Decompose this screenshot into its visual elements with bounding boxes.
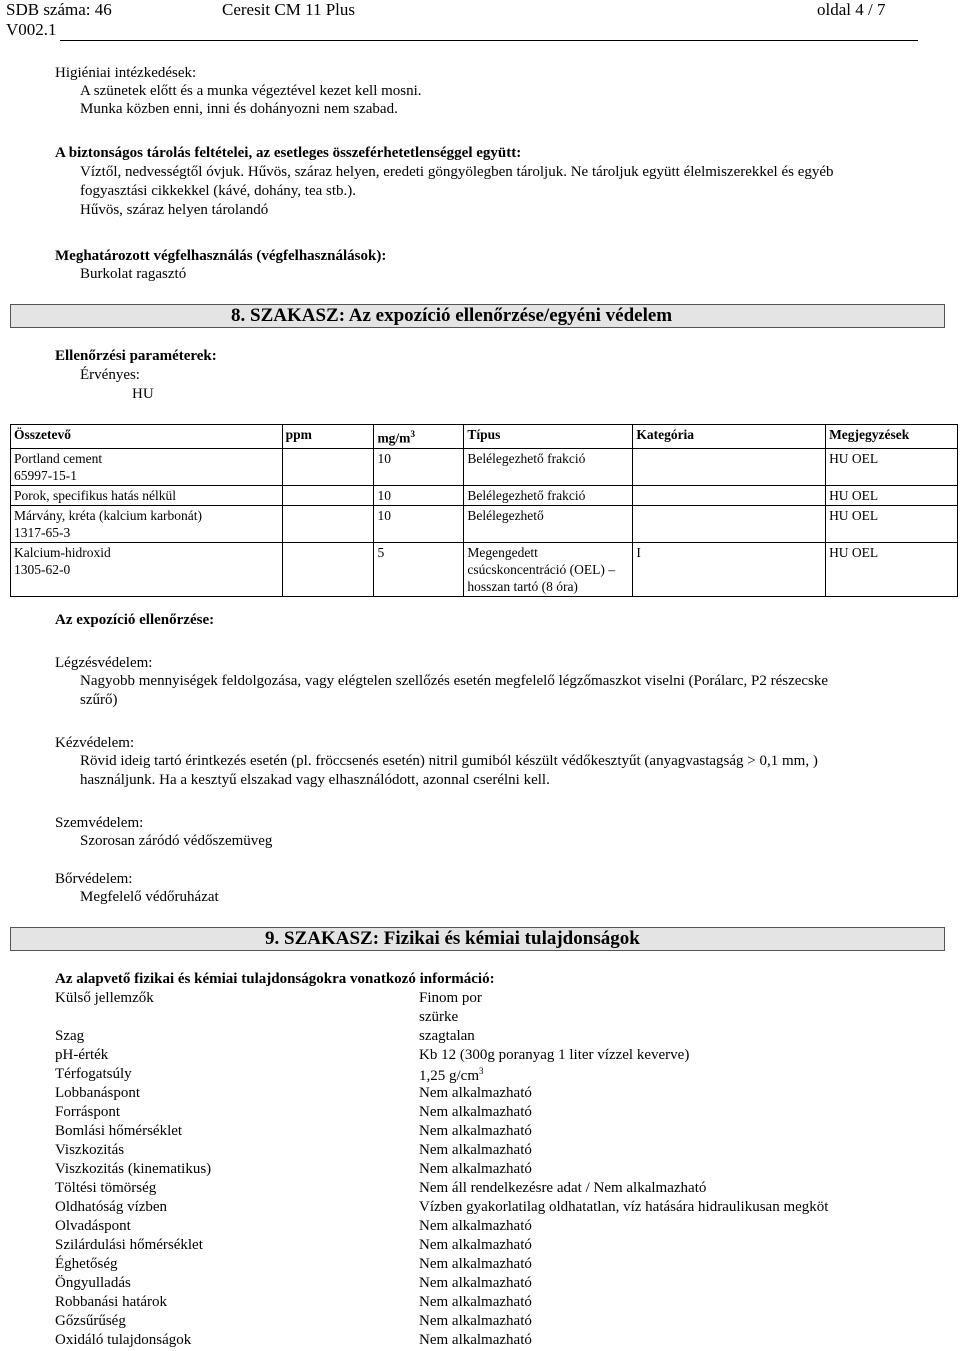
component-name: Portland cement (14, 450, 103, 466)
prop-value: Nem alkalmazható (419, 1332, 532, 1348)
mg-unit-sup: 3 (410, 429, 415, 439)
cell-note: HU OEL (826, 505, 958, 542)
skin-value: Megfelelő védőruházat (80, 889, 219, 905)
cell-type: Belélegezhető (464, 505, 633, 542)
table-row (11, 505, 958, 542)
cell-mg: 5 (374, 542, 464, 596)
storage-line-2: fogyasztási cikkekkel (kávé, dohány, tea stb.). (80, 183, 357, 199)
cell-ppm (282, 505, 374, 542)
prop-label: Térfogatsúly (55, 1066, 132, 1082)
prop-value: Nem alkalmazható (419, 1161, 532, 1177)
prop-label: Gőzsűrűség (55, 1313, 126, 1329)
table-row (11, 485, 958, 505)
prop-value: szagtalan (419, 1028, 475, 1044)
prop-value: Nem áll rendelkezésre adat / Nem alkalmazható (419, 1180, 707, 1196)
header-rule (60, 40, 918, 41)
eye-value: Szorosan záródó védőszemüveg (80, 833, 273, 849)
prop-value: Nem alkalmazható (419, 1237, 532, 1253)
resp-label: Légzésvédelem: (55, 655, 153, 671)
density-value: 1,25 g/cm (419, 1068, 479, 1084)
cell-category (633, 485, 826, 505)
cell-type: Belélegezhető frakció (464, 448, 633, 485)
storage-line-3: Hűvös, száraz helyen tárolandó (80, 202, 269, 218)
prop-value: Nem alkalmazható (419, 1256, 532, 1272)
prop-label: Viszkozitás (55, 1142, 125, 1158)
prop-label: Viszkozitás (kinematikus) (55, 1161, 212, 1177)
col-header-notes: Megjegyzések (826, 425, 958, 449)
properties-heading: Az alapvető fizikai és kémiai tulajdonságokra vonatkozó információ: (55, 971, 495, 987)
col-header-ppm: ppm (282, 425, 374, 449)
hygiene-heading: Higiéniai intézkedések: (55, 65, 197, 81)
component-name: Porok, specifikus hatás nélkül (14, 487, 176, 503)
cell-component (11, 505, 283, 542)
storage-line-1: Víztől, nedvességtől óvjuk. Hűvös, száraz helyen, eredeti göngyölegben tároljuk. Ne tároljuk együtt élelmiszerekkel és egyéb (80, 164, 834, 180)
prop-label: Forráspont (55, 1104, 120, 1120)
cell-ppm (282, 448, 374, 485)
table-header-row (11, 425, 958, 449)
cell-note: HU OEL (826, 542, 958, 596)
cell-ppm (282, 485, 374, 505)
sdb-number: SDB száma: 46 (6, 0, 112, 19)
page-number: oldal 4 / 7 (817, 0, 886, 19)
prop-label: Öngyulladás (55, 1275, 131, 1291)
exposure-heading: Az expozíció ellenőrzése: (55, 612, 215, 628)
section-8-bar (10, 304, 945, 328)
section-9-bar (10, 927, 945, 951)
cas-number: 1317-65-3 (14, 524, 71, 540)
prop-label: Olvadáspont (55, 1218, 131, 1234)
valid-value: HU (132, 386, 154, 402)
prop-label: pH-érték (55, 1047, 109, 1063)
prop-value (419, 1066, 484, 1085)
exposure-limits-table (10, 424, 958, 597)
table-row (11, 542, 958, 596)
prop-label: Oldhatóság vízben (55, 1199, 168, 1215)
skin-label: Bőrvédelem: (55, 871, 133, 887)
prop-value: Nem alkalmazható (419, 1294, 532, 1310)
table-row (11, 448, 958, 485)
prop-label: Szilárdulási hőmérséklet (55, 1237, 203, 1253)
cell-ppm (282, 542, 374, 596)
prop-value: Vízben gyakorlatilag oldhatatlan, víz hatására hidraulikusan megköt (419, 1199, 829, 1215)
enduse-value: Burkolat ragasztó (80, 266, 187, 282)
mg-unit: mg/m (377, 430, 411, 446)
density-sup: 3 (479, 1066, 484, 1076)
col-header-component: Összetevő (11, 425, 283, 449)
col-header-type: Típus (464, 425, 633, 449)
hygiene-line-1: A szünetek előtt és a munka végeztével kezet kell mosni. (80, 83, 422, 99)
cell-type: Belélegezhető frakció (464, 485, 633, 505)
prop-label: Szag (55, 1028, 85, 1044)
cell-note: HU OEL (826, 448, 958, 485)
prop-value: Kb 12 (300g poranyag 1 liter vízzel keverve) (419, 1047, 690, 1063)
resp-line-1: Nagyobb mennyiségek feldolgozása, vagy elégtelen szellőzés esetén megfelelő légzőmaszkot viselni (Porálarc, P2 részecske (80, 673, 829, 689)
component-name: Márvány, kréta (kalcium karbonát) (14, 507, 203, 523)
prop-label: Robbanási határok (55, 1294, 168, 1310)
col-header-mg (374, 425, 464, 449)
hand-line-1: Rövid ideig tartó érintkezés esetén (pl. fröccsenés esetén) nitril gumiból készült védőkesztyűt (anyagvastagság > 0,1 mm, ) (80, 753, 818, 769)
component-name: Kalcium-hidroxid (14, 544, 111, 560)
eye-label: Szemvédelem: (55, 815, 144, 831)
cell-component (11, 542, 283, 596)
resp-line-2: szűrő) (80, 692, 118, 708)
prop-value: szürke (419, 1009, 459, 1025)
prop-value: Nem alkalmazható (419, 1142, 532, 1158)
hygiene-line-2: Munka közben enni, inni és dohányozni nem szabad. (80, 101, 398, 117)
hand-label: Kézvédelem: (55, 735, 135, 751)
type-text: Megengedett csúcskoncentráció (OEL) – hosszan tartó (8 óra) (467, 544, 616, 594)
prop-label: Lobbanáspont (55, 1085, 140, 1101)
section-8-title: 8. SZAKASZ: Az expozíció ellenőrzése/egyéni védelem (231, 305, 673, 326)
cas-number: 65997-15-1 (14, 467, 77, 483)
prop-label: Oxidáló tulajdonságok (55, 1332, 192, 1348)
cell-mg: 10 (374, 485, 464, 505)
cell-note: HU OEL (826, 485, 958, 505)
prop-value: Nem alkalmazható (419, 1218, 532, 1234)
prop-value: Nem alkalmazható (419, 1085, 532, 1101)
section-9-title: 9. SZAKASZ: Fizikai és kémiai tulajdonságok (265, 928, 640, 949)
cell-category: I (633, 542, 826, 596)
prop-label: Bomlási hőmérséklet (55, 1123, 183, 1139)
enduse-heading: Meghatározott végfelhasználás (végfelhasználások): (55, 248, 387, 264)
storage-heading: A biztonságos tárolás feltételei, az esetleges összeférhetetlenséggel együtt: (55, 145, 522, 161)
prop-value: Finom por (419, 990, 482, 1006)
cell-mg: 10 (374, 448, 464, 485)
prop-label: Töltési tömörség (55, 1180, 157, 1196)
cell-category (633, 448, 826, 485)
cell-mg: 10 (374, 505, 464, 542)
col-header-category: Kategória (633, 425, 826, 449)
version: V002.1 (6, 20, 57, 39)
cas-number: 1305-62-0 (14, 561, 71, 577)
prop-value: Nem alkalmazható (419, 1313, 532, 1329)
cell-type (464, 542, 633, 596)
prop-value: Nem alkalmazható (419, 1104, 532, 1120)
valid-label: Érvényes: (80, 367, 140, 383)
prop-value: Nem alkalmazható (419, 1275, 532, 1291)
prop-value: Nem alkalmazható (419, 1123, 532, 1139)
prop-label: Külső jellemzők (55, 990, 154, 1006)
control-params-heading: Ellenőrzési paraméterek: (55, 348, 217, 364)
cell-category (633, 505, 826, 542)
cell-component (11, 448, 283, 485)
hand-line-2: használjunk. Ha a kesztyű elszakad vagy elhasználódott, azonnal cserélni kell. (80, 772, 550, 788)
product-name: Ceresit CM 11 Plus (222, 0, 356, 19)
cell-component (11, 485, 283, 505)
prop-label: Éghetőség (55, 1256, 118, 1272)
